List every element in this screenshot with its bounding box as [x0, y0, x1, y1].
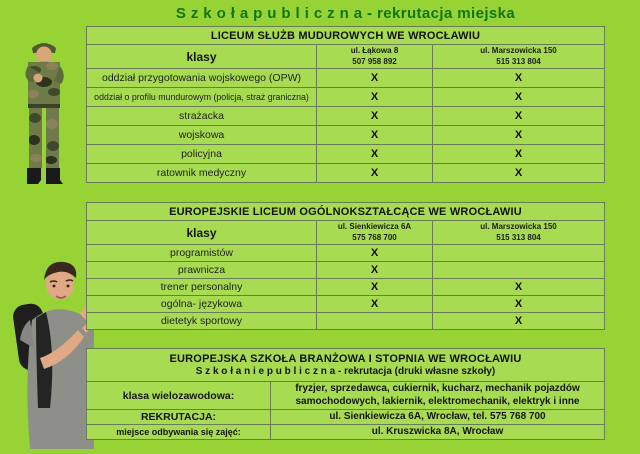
row-label: REKRUTACJA: [140, 411, 217, 424]
table-row [87, 381, 604, 409]
page-title: S z k o ł a p u b l i c z n a - rekrutacja miejska [175, 5, 516, 22]
table1-title: LICEUM SŁUŻB MUDUROWYCH WE WROCŁAWIU [210, 29, 481, 42]
table2-col1-phone: 575 768 700 [352, 232, 397, 242]
row-label: klasa wielozawodowa: [122, 389, 235, 402]
row-label: ogólna- językowa [160, 298, 243, 310]
soldier-image [6, 36, 82, 203]
x-mark: X [370, 129, 379, 141]
row-label: wojskowa [178, 129, 225, 141]
row-label: prawnicza [177, 264, 226, 276]
x-mark: X [370, 148, 379, 160]
table-row [87, 163, 604, 182]
x-mark: X [370, 281, 379, 293]
table1-col1-phone: 507 958 892 [352, 56, 397, 66]
x-mark: X [514, 167, 523, 179]
table-row [87, 261, 604, 278]
table-row [87, 312, 604, 329]
x-mark: X [514, 298, 523, 310]
table-row [87, 87, 604, 106]
row-value: ul. Kruszwicka 8A, Wrocław [371, 426, 504, 437]
x-mark: X [514, 148, 523, 160]
x-mark: X [370, 264, 379, 276]
row-label: miejsce odbywania się zajęć: [116, 427, 241, 438]
x-mark: X [514, 315, 523, 327]
table2-col2-address: ul. Marszowicka 150 [480, 222, 557, 232]
row-value: fryzjer, sprzedawca, cukiernik, kucharz, mechanik pojazdów samochodowych, lakiernik, elektromechanik, elektryk i inne [295, 383, 580, 407]
table1-col1-address: ul. Łąkowa 8 [350, 46, 399, 56]
x-mark: X [514, 110, 523, 122]
x-mark: X [370, 167, 379, 179]
table-row [87, 278, 604, 295]
table-row [87, 144, 604, 163]
row-label: oddział przygotowania wojskowego (OPW) [101, 72, 301, 84]
table1-col2-phone: 515 313 804 [496, 56, 541, 66]
x-mark: X [514, 72, 523, 84]
x-mark: X [370, 247, 379, 259]
row-label: programistów [169, 247, 234, 259]
row-label: trener personalny [160, 281, 243, 293]
table-europejska-szkola-branzowa [86, 348, 605, 440]
table-liceum-sluzb-mundurowych [86, 26, 605, 183]
row-label: oddział o profilu mundurowym (policja, straż graniczna) [94, 92, 309, 102]
table-row [87, 424, 604, 439]
row-label: ratownik medyczny [156, 167, 247, 179]
table2-col1-address: ul. Sienkiewicza 6A [337, 222, 412, 232]
row-label: policyjna [181, 148, 222, 160]
x-mark: X [514, 281, 523, 293]
x-mark: X [370, 110, 379, 122]
table2-col-klasy: klasy [186, 225, 217, 240]
x-mark: X [514, 129, 523, 141]
row-label: strażacka [179, 110, 224, 122]
x-mark: X [370, 91, 379, 103]
x-mark: X [514, 91, 523, 103]
table-europejskie-liceum [86, 202, 605, 330]
table3-subtitle: S z k o ł a n i e p u b l i c z n a - rekrutacja (druki własne szkoły) [195, 366, 496, 377]
table1-header-row [87, 44, 604, 68]
row-label: dietetyk sportowy [160, 315, 243, 327]
table-row [87, 106, 604, 125]
x-mark: X [370, 298, 379, 310]
row-value: ul. Sienkiewicza 6A, Wrocław, tel. 575 768 700 [329, 411, 546, 422]
table2-header-row [87, 220, 604, 244]
table-row [87, 295, 604, 312]
soldier-illustration [6, 36, 82, 198]
table1-col-klasy: klasy [186, 49, 217, 64]
x-mark: X [370, 72, 379, 84]
table2-title: EUROPEJSKIE LICEUM OGÓLNOKSZTAŁCĄCE WE WROCŁAWIU [169, 205, 522, 218]
table-row [87, 244, 604, 261]
table-row [87, 125, 604, 144]
table2-col2-phone: 515 313 804 [496, 232, 541, 242]
table-row [87, 68, 604, 87]
table3-title: EUROPEJSKA SZKOŁA BRANŻOWA I STOPNIA WE WROCŁAWIU [169, 353, 522, 365]
table1-col2-address: ul. Marszowicka 150 [480, 46, 557, 56]
table-row [87, 409, 604, 424]
